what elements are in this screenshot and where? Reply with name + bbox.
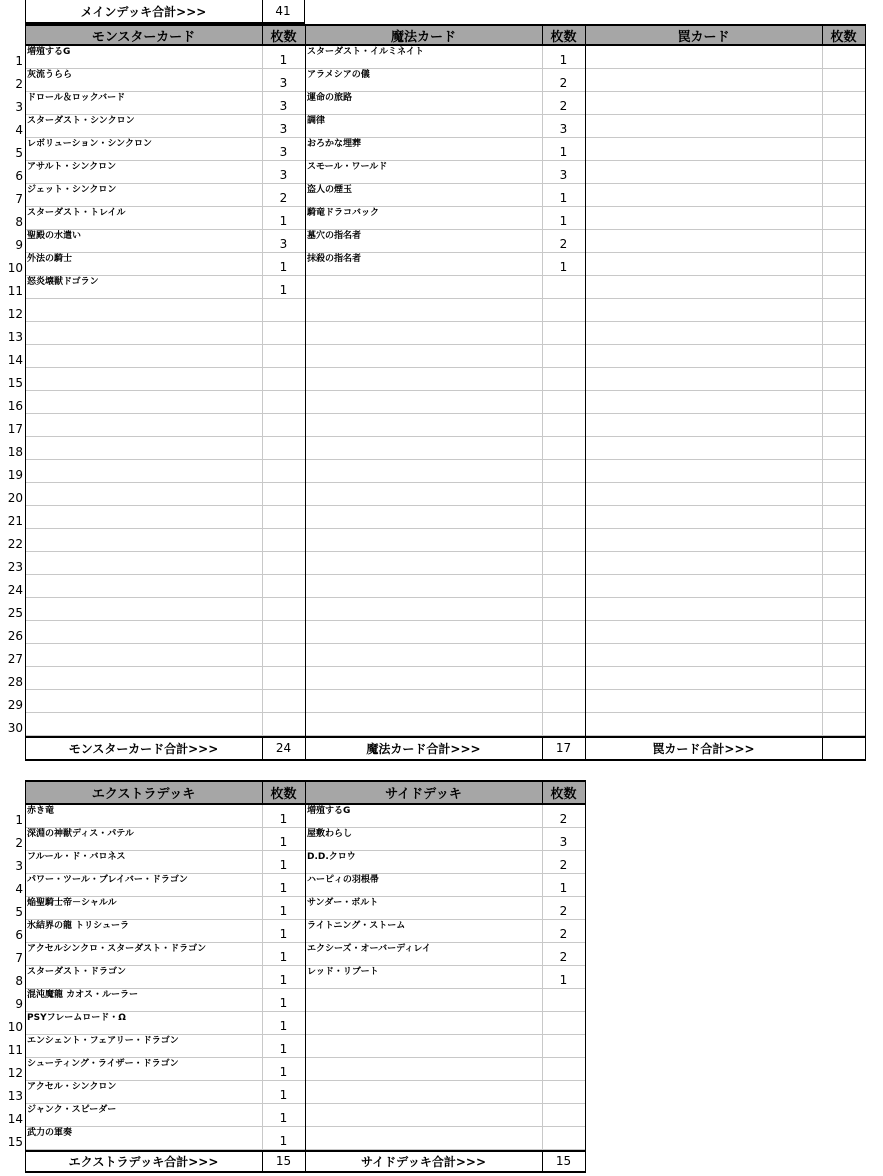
trap-header: 罠カード xyxy=(585,24,822,46)
table-row xyxy=(25,506,865,529)
row-number: 15 xyxy=(7,1135,23,1149)
row-number: 13 xyxy=(7,330,23,344)
spell-card-count: 1 xyxy=(559,53,568,67)
row-number: 12 xyxy=(7,1066,23,1080)
table-row xyxy=(25,391,865,414)
extra-card-name: PSYフレームロード・Ω xyxy=(27,1013,126,1023)
header-divider xyxy=(542,780,543,805)
side-count-header: 枚数 xyxy=(542,780,585,805)
spell-total-value: 17 xyxy=(555,741,572,755)
spell-card-name: 墓穴の指名者 xyxy=(307,231,362,241)
row-number: 1 xyxy=(15,54,23,68)
side-card-count: 2 xyxy=(559,927,568,941)
row-number: 6 xyxy=(15,169,23,183)
monster-card-count: 1 xyxy=(279,214,288,228)
table-right-border xyxy=(585,780,586,1172)
table-row xyxy=(25,368,865,391)
row-number: 17 xyxy=(7,422,23,436)
extra-card-name: 焔聖騎士帝－シャルル xyxy=(27,898,117,908)
extra-card-name: アクセルシンクロ・スターダスト・ドラゴン xyxy=(27,944,207,954)
row-number: 2 xyxy=(15,836,23,850)
spell-count-header: 枚数 xyxy=(542,24,585,46)
side-card-count: 1 xyxy=(559,973,568,987)
side-card-count: 2 xyxy=(559,858,568,872)
monster-card-name: 外法の騎士 xyxy=(27,254,73,264)
table-row xyxy=(25,460,865,483)
row-number: 4 xyxy=(15,882,23,896)
monster-card-count: 1 xyxy=(279,283,288,297)
extra-card-name: シューティング・ライザー・ドラゴン xyxy=(27,1059,179,1069)
monster-card-count: 3 xyxy=(279,99,288,113)
column-divider xyxy=(822,46,823,736)
monster-card-name: ジェット・シンクロン xyxy=(27,185,117,195)
monster-header: モンスターカード xyxy=(25,24,262,46)
monster-card-name: ドロール＆ロックバード xyxy=(27,93,126,103)
side-card-name: ライトニング・ストーム xyxy=(307,921,406,931)
monster-card-name: 灰流うらら xyxy=(27,70,73,80)
extra-card-count: 1 xyxy=(279,1042,288,1056)
spell-total-label: 魔法カード合計>>> xyxy=(366,741,481,756)
row-number: 20 xyxy=(7,491,23,505)
row-number: 3 xyxy=(15,100,23,114)
side-card-count: 3 xyxy=(559,835,568,849)
column-divider xyxy=(262,46,263,736)
side-card-count: 1 xyxy=(559,881,568,895)
row-number: 25 xyxy=(7,606,23,620)
extra-card-name: 赤き竜 xyxy=(27,806,55,816)
row-number: 10 xyxy=(7,261,23,275)
extra-card-count: 1 xyxy=(279,950,288,964)
table-row xyxy=(25,598,865,621)
row-number: 5 xyxy=(15,146,23,160)
extra-card-count: 1 xyxy=(279,1134,288,1148)
section-divider xyxy=(305,780,306,1172)
extra-count-header: 枚数 xyxy=(262,780,305,805)
row-number: 24 xyxy=(7,583,23,597)
side-card-count: 2 xyxy=(559,904,568,918)
row-number: 26 xyxy=(7,629,23,643)
spell-card-name: 盗人の煙玉 xyxy=(307,185,353,195)
extra-card-name: フルール・ド・バロネス xyxy=(27,852,126,862)
extra-card-name: 武力の軍奏 xyxy=(27,1128,73,1138)
extra-card-count: 1 xyxy=(279,1065,288,1079)
side-card-count: 2 xyxy=(559,812,568,826)
side-card-name: D.D.クロウ xyxy=(307,852,356,862)
monster-card-name: スターダスト・シンクロン xyxy=(27,116,135,126)
trap-total-value xyxy=(822,736,865,760)
extra-side-table xyxy=(0,780,600,1176)
column-divider xyxy=(262,805,263,1150)
side-card-name: 屋敷わらし xyxy=(307,829,353,839)
header-divider xyxy=(542,24,543,46)
table-row xyxy=(25,414,865,437)
extra-card-name: 氷結界の龍 トリシューラ xyxy=(27,921,129,931)
spell-card-count: 3 xyxy=(559,122,568,136)
extra-card-count: 1 xyxy=(279,835,288,849)
extra-card-count: 1 xyxy=(279,996,288,1010)
extra-card-count: 1 xyxy=(279,1111,288,1125)
side-total-value: 15 xyxy=(555,1154,572,1168)
table-left-border xyxy=(25,24,26,760)
row-number: 22 xyxy=(7,537,23,551)
side-total-label: サイドデッキ合計>>> xyxy=(360,1154,487,1169)
extra-card-name: 深淵の神獣ディス・パテル xyxy=(27,829,134,839)
extra-card-count: 1 xyxy=(279,927,288,941)
header-divider xyxy=(822,24,823,46)
spell-card-count: 3 xyxy=(559,168,568,182)
monster-card-count: 3 xyxy=(279,237,288,251)
monster-card-count: 3 xyxy=(279,168,288,182)
row-number: 29 xyxy=(7,698,23,712)
table-row xyxy=(25,713,865,736)
main-deck-total-value: 41 xyxy=(275,4,291,18)
table-row xyxy=(25,667,865,690)
monster-card-name: レボリューション・シンクロン xyxy=(27,139,152,149)
monster-card-name: アサルト・シンクロン xyxy=(27,162,117,172)
monster-card-name: スターダスト・トレイル xyxy=(27,208,126,218)
row-number: 23 xyxy=(7,560,23,574)
side-card-count: 2 xyxy=(559,950,568,964)
spell-card-count: 1 xyxy=(559,145,568,159)
trap-total-label: 罠カード合計>>> xyxy=(652,741,755,756)
monster-card-count: 1 xyxy=(279,53,288,67)
row-number: 12 xyxy=(7,307,23,321)
row-number: 28 xyxy=(7,675,23,689)
table-row xyxy=(25,345,865,368)
trap-count-header: 枚数 xyxy=(822,24,865,46)
extra-card-count: 1 xyxy=(279,1019,288,1033)
row-number: 21 xyxy=(7,514,23,528)
extra-total-label: エクストラデッキ合計>>> xyxy=(68,1154,219,1169)
spell-card-count: 1 xyxy=(559,260,568,274)
side-card-name: エクシーズ・オーバーディレイ xyxy=(307,944,431,954)
monster-card-count: 3 xyxy=(279,122,288,136)
table-row xyxy=(25,575,865,598)
row-number: 14 xyxy=(7,1112,23,1126)
row-number: 15 xyxy=(7,376,23,390)
row-number: 7 xyxy=(15,192,23,206)
section-divider xyxy=(305,24,306,760)
extra-card-count: 1 xyxy=(279,904,288,918)
row-number: 18 xyxy=(7,445,23,459)
spell-card-count: 2 xyxy=(559,76,568,90)
row-number: 9 xyxy=(15,238,23,252)
spell-card-count: 2 xyxy=(559,99,568,113)
extra-card-count: 1 xyxy=(279,973,288,987)
monster-card-name: 聖殿の水遣い xyxy=(27,231,82,241)
extra-card-name: エンシェント・フェアリー・ドラゴン xyxy=(27,1036,179,1046)
table-row xyxy=(25,437,865,460)
row-number: 11 xyxy=(7,284,23,298)
main-deck-table xyxy=(0,24,883,766)
monster-card-name: 増殖するG xyxy=(27,47,71,57)
table-row xyxy=(25,483,865,506)
table-right-border xyxy=(865,24,866,760)
table-row xyxy=(25,322,865,345)
spell-card-name: 調律 xyxy=(307,116,326,126)
row-number: 5 xyxy=(15,905,23,919)
monster-total-label: モンスターカード合計>>> xyxy=(68,741,219,756)
extra-card-count: 1 xyxy=(279,1088,288,1102)
row-number: 7 xyxy=(15,951,23,965)
row-number: 8 xyxy=(15,974,23,988)
side-card-name: サンダー・ボルト xyxy=(307,898,379,908)
row-number: 13 xyxy=(7,1089,23,1103)
row-number: 6 xyxy=(15,928,23,942)
monster-card-count: 3 xyxy=(279,76,288,90)
table-row xyxy=(25,621,865,644)
header-divider xyxy=(262,780,263,805)
main-deck-total-label: メインデッキ合計>>> xyxy=(80,4,207,19)
monster-card-name: 怒炎壊獣ドゴラン xyxy=(27,277,99,287)
spell-card-count: 1 xyxy=(559,214,568,228)
table-row xyxy=(25,552,865,575)
monster-card-count: 1 xyxy=(279,260,288,274)
section-divider xyxy=(585,24,586,760)
spell-card-count: 1 xyxy=(559,191,568,205)
table-row xyxy=(25,690,865,713)
row-number: 9 xyxy=(15,997,23,1011)
spell-card-count: 2 xyxy=(559,237,568,251)
row-number: 3 xyxy=(15,859,23,873)
row-number: 4 xyxy=(15,123,23,137)
table-row xyxy=(25,644,865,667)
monster-card-count: 3 xyxy=(279,145,288,159)
spell-card-name: 運命の旅路 xyxy=(307,93,353,103)
spell-card-name: おろかな埋葬 xyxy=(307,139,362,149)
side-card-name: レッド・リブート xyxy=(307,967,379,977)
monster-card-count: 2 xyxy=(279,191,288,205)
side-card-name: ハーピィの羽根帚 xyxy=(307,875,379,885)
row-number: 16 xyxy=(7,399,23,413)
row-number: 30 xyxy=(7,721,23,735)
row-number: 27 xyxy=(7,652,23,666)
table-left-border xyxy=(25,780,26,1172)
row-number: 1 xyxy=(15,813,23,827)
row-number: 11 xyxy=(7,1043,23,1057)
extra-card-count: 1 xyxy=(279,881,288,895)
extra-card-name: パワー・ツール・ブレイバー・ドラゴン xyxy=(27,875,188,885)
side-card-name: 増殖するG xyxy=(307,806,351,816)
row-number: 14 xyxy=(7,353,23,367)
extra-header: エクストラデッキ xyxy=(25,780,262,805)
spell-card-name: スモール・ワールド xyxy=(307,162,388,172)
extra-card-name: アクセル・シンクロン xyxy=(27,1082,117,1092)
extra-card-name: スターダスト・ドラゴン xyxy=(27,967,127,977)
spell-card-name: 抹殺の指名者 xyxy=(307,254,362,264)
table-row xyxy=(25,529,865,552)
column-divider xyxy=(542,805,543,1150)
column-divider xyxy=(542,46,543,736)
monster-total-value: 24 xyxy=(275,741,292,755)
monster-count-header: 枚数 xyxy=(262,24,305,46)
row-number: 10 xyxy=(7,1020,23,1034)
row-number: 8 xyxy=(15,215,23,229)
row-number: 19 xyxy=(7,468,23,482)
spell-card-name: 騎竜ドラコバック xyxy=(307,208,380,218)
spell-header: 魔法カード xyxy=(305,24,542,46)
extra-card-name: ジャンク・スピーダー xyxy=(27,1105,117,1115)
spell-card-name: スターダスト・イルミネイト xyxy=(307,47,424,57)
table-row xyxy=(25,299,865,322)
extra-card-count: 1 xyxy=(279,812,288,826)
spell-card-name: アラメシアの儀 xyxy=(307,70,370,80)
side-header: サイドデッキ xyxy=(305,780,542,805)
extra-card-name: 混沌魔龍 カオス・ルーラー xyxy=(27,990,139,1000)
extra-total-value: 15 xyxy=(275,1154,292,1168)
row-number: 2 xyxy=(15,77,23,91)
header-divider xyxy=(262,24,263,46)
extra-card-count: 1 xyxy=(279,858,288,872)
